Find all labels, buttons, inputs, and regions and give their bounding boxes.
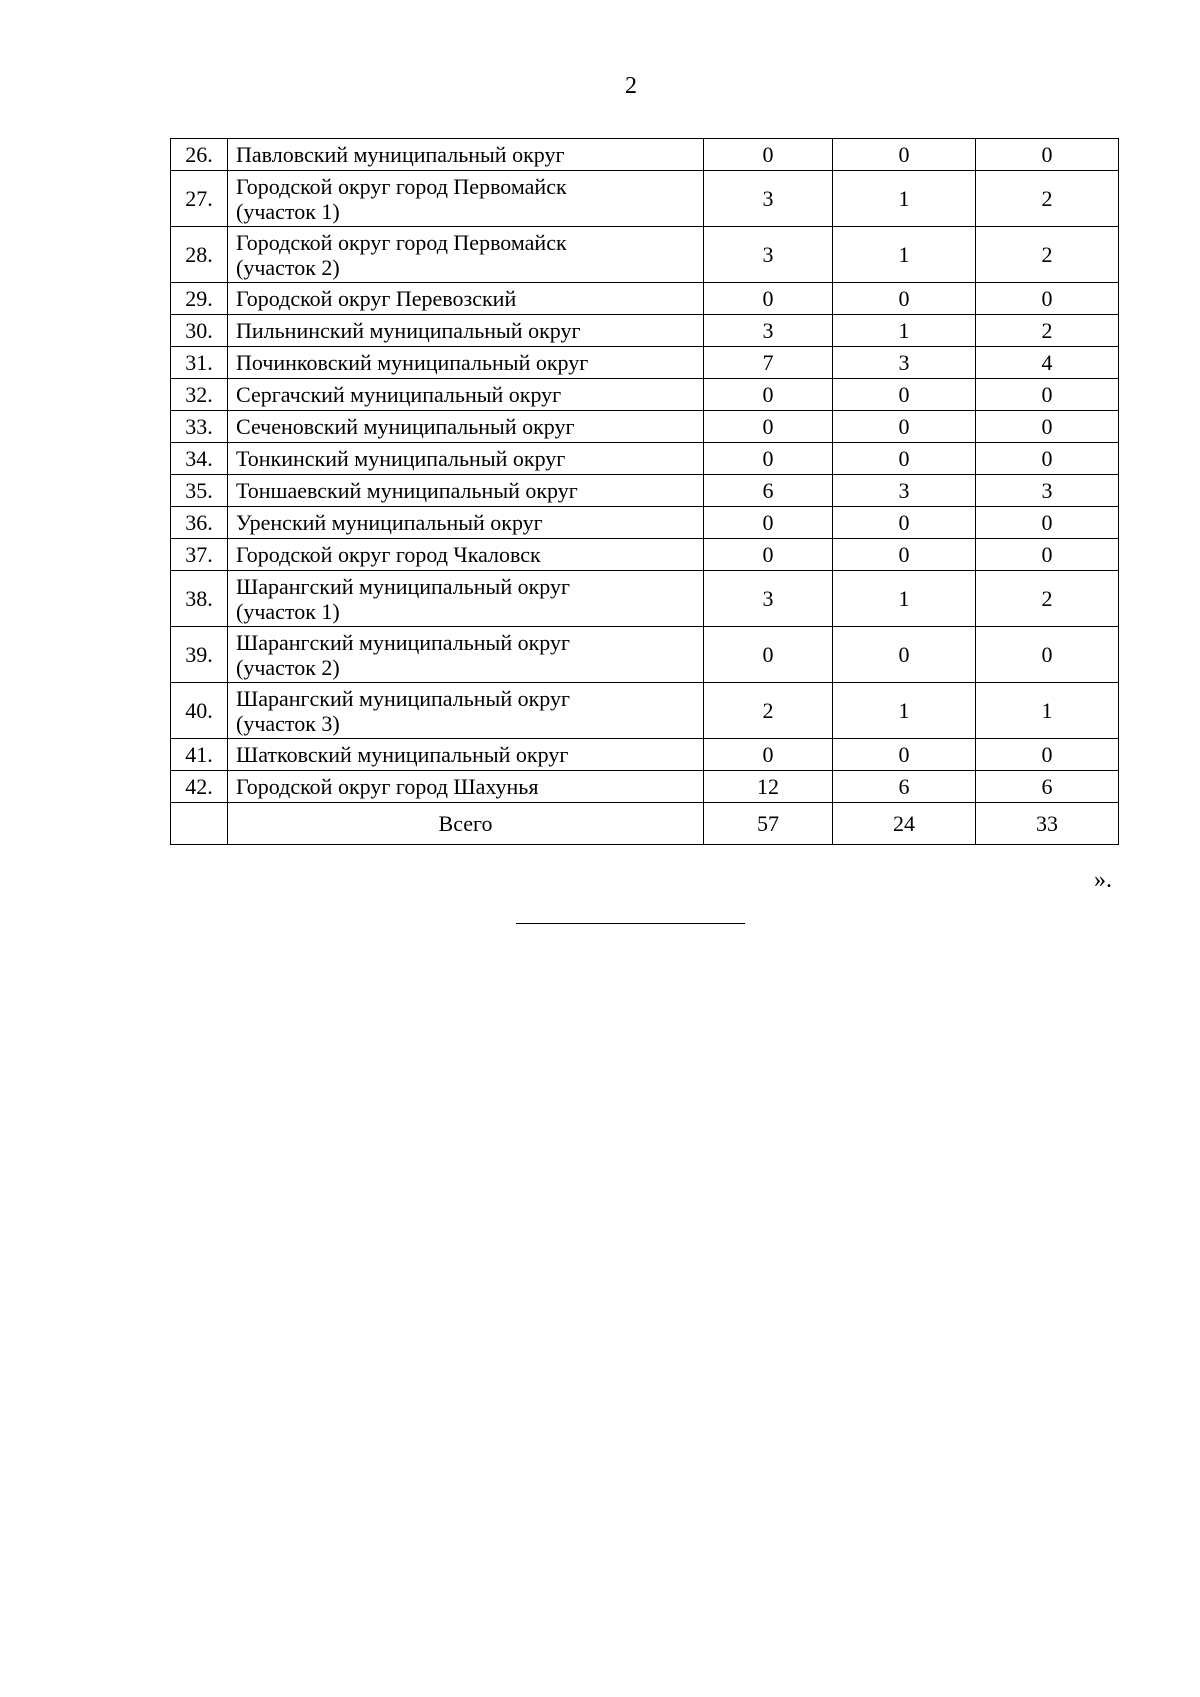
district-name-line: Пильнинский муниципальный округ <box>236 318 581 343</box>
table-row <box>171 683 1119 739</box>
district-name <box>228 227 704 283</box>
page-number: 2 <box>625 73 637 99</box>
value-col-1: 7 <box>704 347 833 379</box>
value-col-2: 3 <box>833 475 976 507</box>
row-number: 29. <box>171 283 228 315</box>
table-row <box>171 627 1119 683</box>
value-col-3: 1 <box>976 683 1119 739</box>
row-number: 33. <box>171 411 228 443</box>
table-body <box>171 139 1119 845</box>
district-name <box>228 771 704 803</box>
value-col-2: 3 <box>833 347 976 379</box>
district-name <box>228 139 704 171</box>
table-row <box>171 139 1119 171</box>
value-col-1: 0 <box>704 627 833 683</box>
district-name <box>228 443 704 475</box>
value-col-3: 4 <box>976 347 1119 379</box>
district-name-line: Шарангский муниципальный округ <box>236 685 571 711</box>
row-number: 28. <box>171 227 228 283</box>
table-row <box>171 739 1119 771</box>
districts-table <box>170 138 1119 845</box>
district-name-line: Шатковский муниципальный округ <box>236 742 569 767</box>
district-name <box>228 347 704 379</box>
row-number: 30. <box>171 315 228 347</box>
table-row <box>171 315 1119 347</box>
district-name-line: Сеченовский муниципальный округ <box>236 414 575 439</box>
total-label: Всего <box>228 803 704 845</box>
value-col-3: 0 <box>976 283 1119 315</box>
total-value-col-2: 24 <box>833 803 976 845</box>
district-name <box>228 283 704 315</box>
closing-quote: ». <box>1094 867 1112 893</box>
district-name-line: Уренский муниципальный округ <box>236 510 543 535</box>
table-row <box>171 171 1119 227</box>
district-name-line: Тоншаевский муниципальный округ <box>236 478 578 503</box>
table-row <box>171 411 1119 443</box>
value-col-3: 0 <box>976 739 1119 771</box>
value-col-2: 0 <box>833 443 976 475</box>
district-name-line: Павловский муниципальный округ <box>236 142 565 167</box>
value-col-3: 2 <box>976 171 1119 227</box>
row-number: 32. <box>171 379 228 411</box>
district-name <box>228 539 704 571</box>
value-col-3: 3 <box>976 475 1119 507</box>
row-number: 27. <box>171 171 228 227</box>
value-col-1: 3 <box>704 171 833 227</box>
district-name-line: (участок 3) <box>236 710 340 736</box>
value-col-3: 6 <box>976 771 1119 803</box>
value-col-1: 3 <box>704 315 833 347</box>
district-name <box>228 571 704 627</box>
value-col-2: 0 <box>833 739 976 771</box>
value-col-2: 1 <box>833 227 976 283</box>
table-row <box>171 283 1119 315</box>
value-col-3: 0 <box>976 627 1119 683</box>
table-row <box>171 771 1119 803</box>
row-number: 31. <box>171 347 228 379</box>
table-row <box>171 379 1119 411</box>
value-col-2: 0 <box>833 139 976 171</box>
value-col-3: 0 <box>976 139 1119 171</box>
table-row <box>171 571 1119 627</box>
district-name <box>228 475 704 507</box>
value-col-2: 1 <box>833 683 976 739</box>
district-name <box>228 379 704 411</box>
value-col-1: 0 <box>704 539 833 571</box>
value-col-3: 0 <box>976 379 1119 411</box>
row-number: 35. <box>171 475 228 507</box>
value-col-3: 0 <box>976 443 1119 475</box>
district-name-line: Городской округ город Первомайск <box>236 173 567 199</box>
total-row-number <box>171 803 228 845</box>
district-name-line: Шарангский муниципальный округ <box>236 573 571 599</box>
value-col-1: 0 <box>704 411 833 443</box>
table-row <box>171 475 1119 507</box>
total-value-col-3: 33 <box>976 803 1119 845</box>
district-name <box>228 411 704 443</box>
district-name-line: Городской округ город Чкаловск <box>236 542 541 567</box>
value-col-1: 0 <box>704 283 833 315</box>
district-name-line: Тонкинский муниципальный округ <box>236 446 566 471</box>
value-col-1: 2 <box>704 683 833 739</box>
value-col-2: 1 <box>833 171 976 227</box>
row-number: 38. <box>171 571 228 627</box>
value-col-1: 3 <box>704 571 833 627</box>
district-name-line: Городской округ город Первомайск <box>236 229 567 255</box>
value-col-2: 0 <box>833 539 976 571</box>
value-col-2: 0 <box>833 379 976 411</box>
value-col-2: 0 <box>833 411 976 443</box>
district-name <box>228 171 704 227</box>
district-name <box>228 683 704 739</box>
district-name <box>228 627 704 683</box>
value-col-1: 0 <box>704 139 833 171</box>
district-name-line: (участок 2) <box>236 254 340 280</box>
total-value-col-1: 57 <box>704 803 833 845</box>
value-col-2: 1 <box>833 571 976 627</box>
value-col-2: 0 <box>833 507 976 539</box>
row-number: 39. <box>171 627 228 683</box>
value-col-3: 2 <box>976 315 1119 347</box>
table-row <box>171 507 1119 539</box>
value-col-3: 0 <box>976 539 1119 571</box>
value-col-3: 0 <box>976 411 1119 443</box>
district-name-line: (участок 2) <box>236 654 340 680</box>
value-col-1: 0 <box>704 443 833 475</box>
district-name-line: (участок 1) <box>236 598 340 624</box>
value-col-3: 2 <box>976 571 1119 627</box>
value-col-1: 3 <box>704 227 833 283</box>
value-col-1: 0 <box>704 739 833 771</box>
district-name-line: Починковский муниципальный округ <box>236 350 589 375</box>
table-row <box>171 347 1119 379</box>
value-col-1: 0 <box>704 507 833 539</box>
table-row <box>171 443 1119 475</box>
value-col-1: 12 <box>704 771 833 803</box>
row-number: 41. <box>171 739 228 771</box>
separator-line <box>516 923 745 924</box>
row-number: 42. <box>171 771 228 803</box>
value-col-2: 6 <box>833 771 976 803</box>
district-name <box>228 315 704 347</box>
total-row <box>171 803 1119 845</box>
value-col-2: 1 <box>833 315 976 347</box>
value-col-3: 2 <box>976 227 1119 283</box>
district-name <box>228 739 704 771</box>
district-name-line: Городской округ город Шахунья <box>236 774 539 799</box>
value-col-1: 6 <box>704 475 833 507</box>
row-number: 34. <box>171 443 228 475</box>
district-name-line: Городской округ Перевозский <box>236 286 517 311</box>
district-name <box>228 507 704 539</box>
row-number: 36. <box>171 507 228 539</box>
row-number: 40. <box>171 683 228 739</box>
value-col-3: 0 <box>976 507 1119 539</box>
value-col-2: 0 <box>833 283 976 315</box>
value-col-2: 0 <box>833 627 976 683</box>
district-name-line: Шарангский муниципальный округ <box>236 629 571 655</box>
district-name-line: (участок 1) <box>236 198 340 224</box>
table-row <box>171 227 1119 283</box>
table-row <box>171 539 1119 571</box>
district-name-line: Сергачский муниципальный округ <box>236 382 562 407</box>
value-col-1: 0 <box>704 379 833 411</box>
row-number: 26. <box>171 139 228 171</box>
row-number: 37. <box>171 539 228 571</box>
